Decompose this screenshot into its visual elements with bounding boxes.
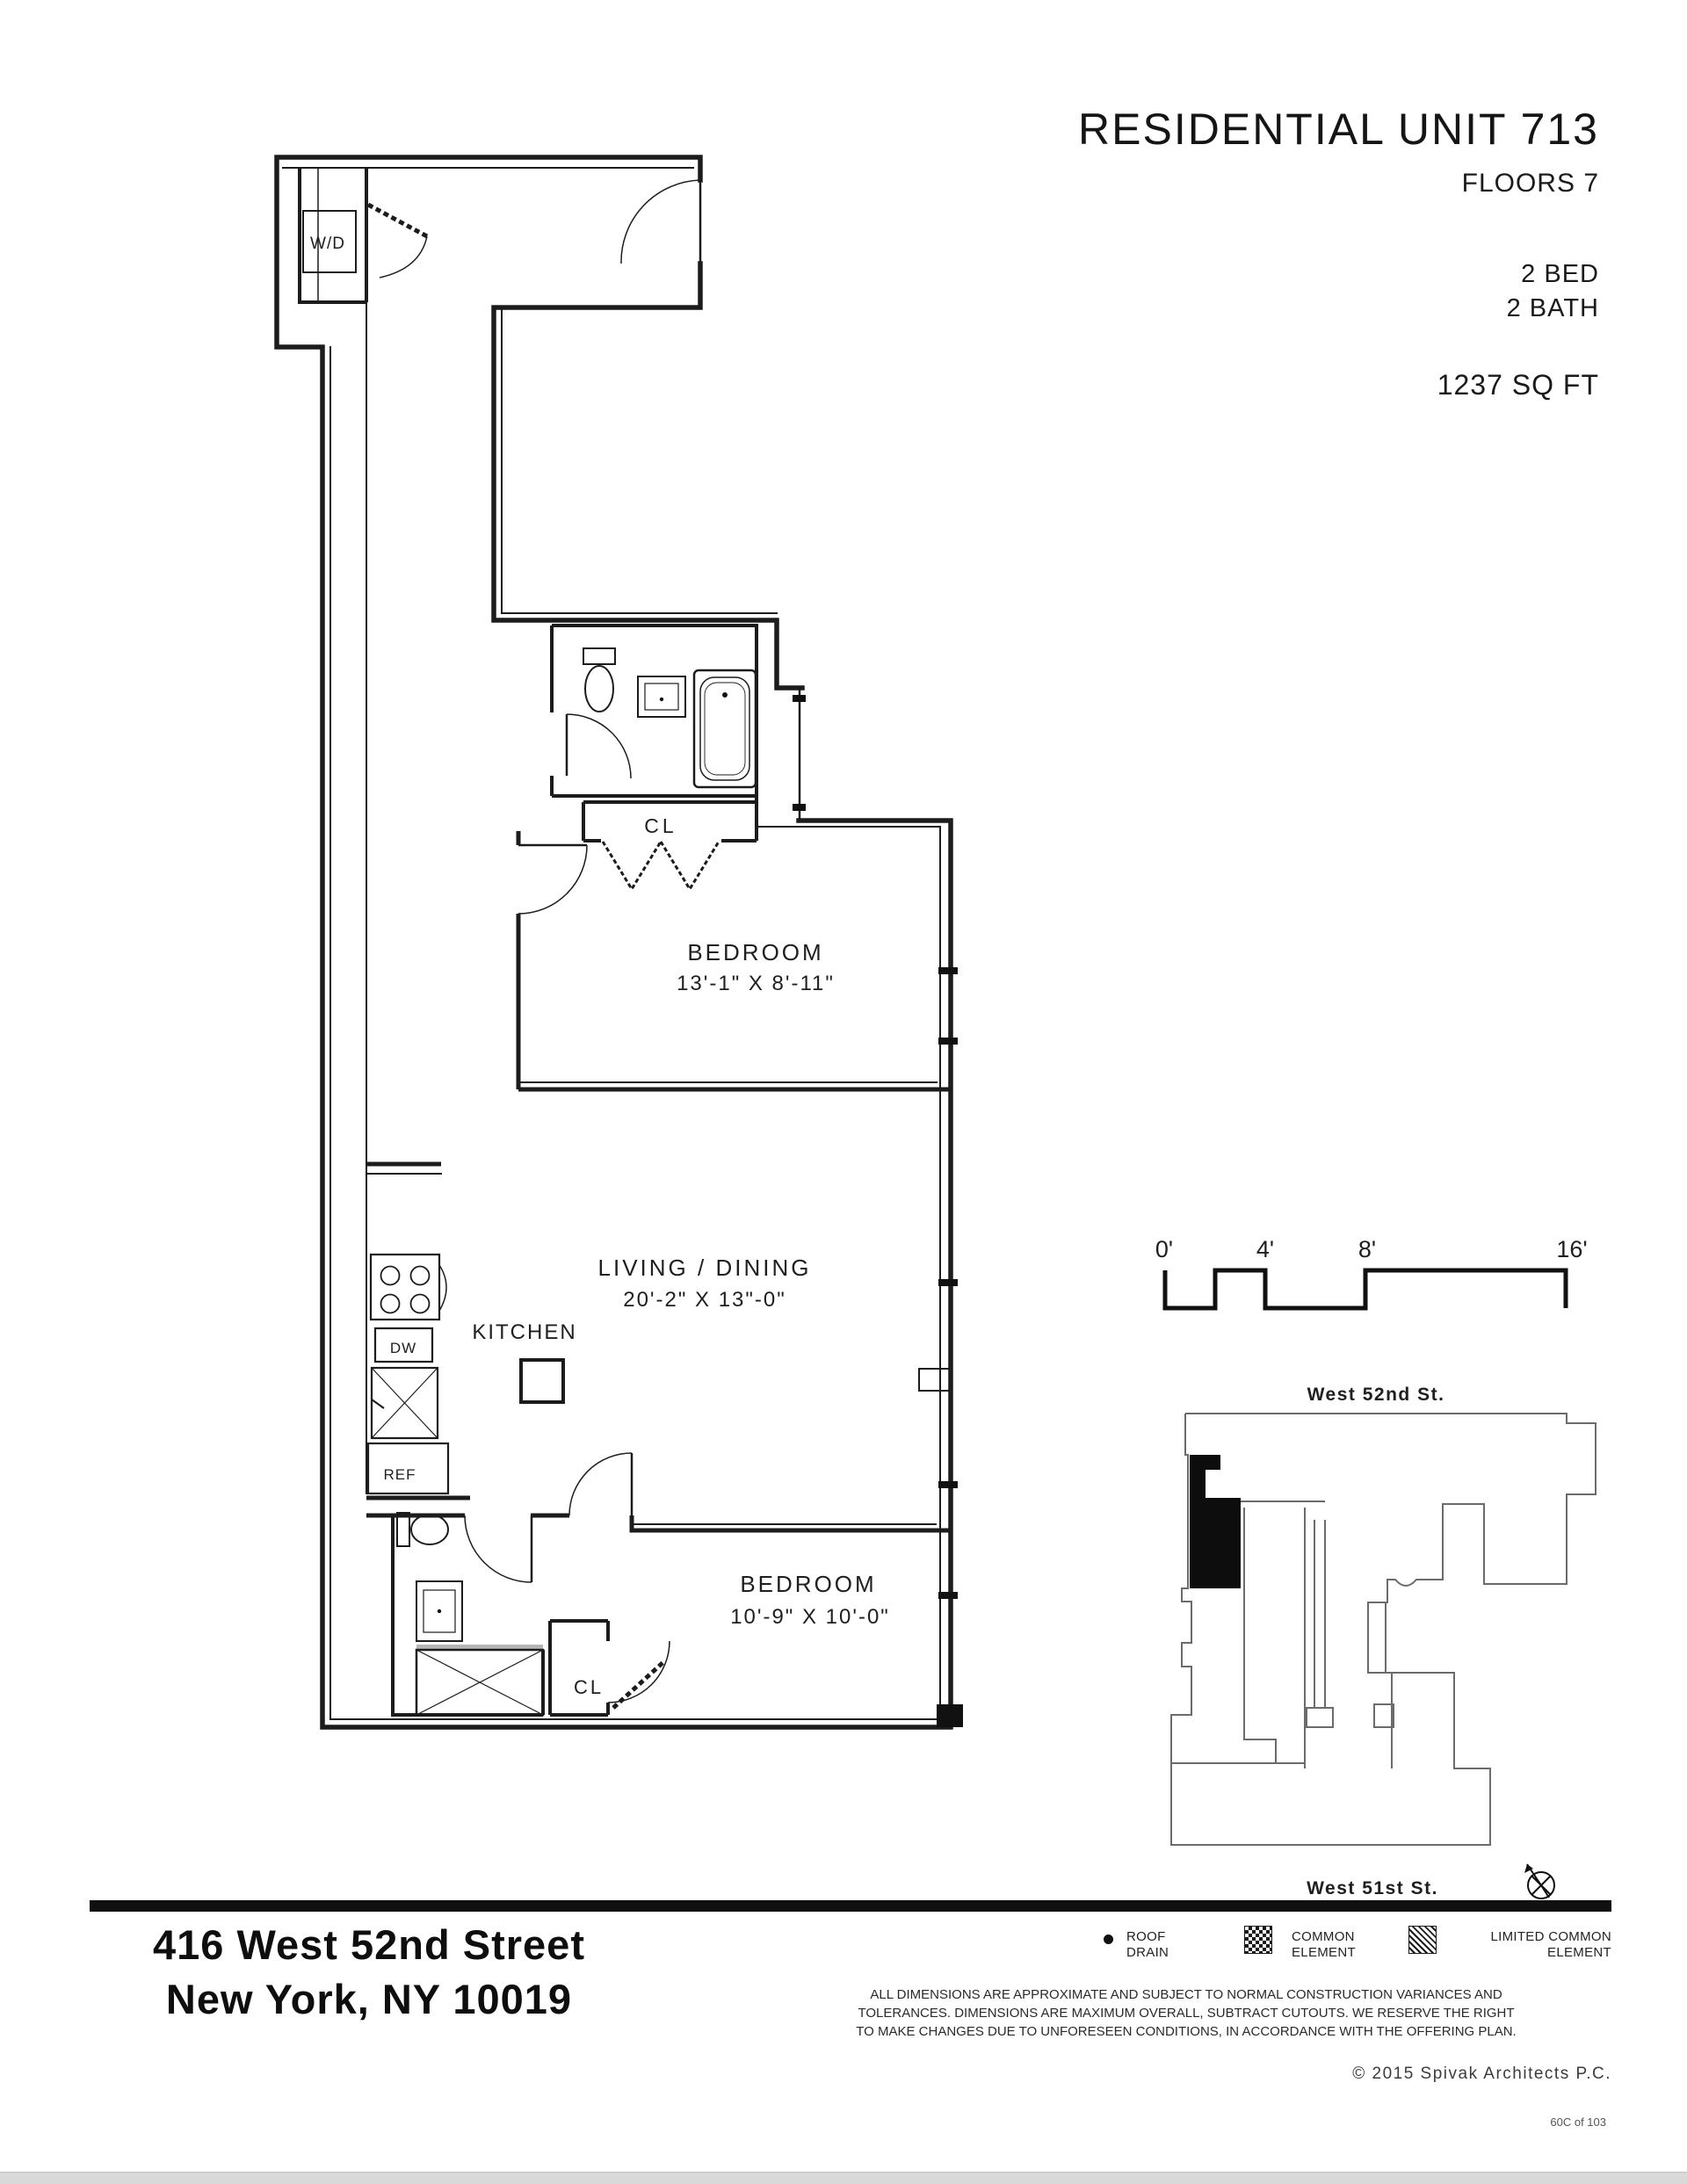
living-dims: 20'-2" X 13"-0"	[623, 1288, 786, 1312]
common-element-icon	[1244, 1926, 1272, 1954]
closet-lower-label: CL	[573, 1676, 605, 1698]
legend-label: COMMON	[1292, 1929, 1355, 1944]
area-label: 1237 SQ FT	[1437, 369, 1599, 401]
building-address	[77, 1920, 661, 2023]
ref-label: REF	[383, 1466, 416, 1483]
unit-walls	[277, 157, 951, 1727]
address-line2: New York, NY 10019	[165, 1976, 573, 2022]
scale-tick-0: 0'	[1155, 1236, 1174, 1262]
disclaimer-line: TOLERANCES. DIMENSIONS ARE MAXIMUM OVERALL, SUBTRACT CUTOUTS. WE RESERVE THE RIGHT	[858, 2006, 1515, 2021]
closet-upper-label: CL	[644, 814, 677, 837]
street-top-label: West 52nd St.	[1307, 1385, 1445, 1405]
bath-count: 2 BATH	[1506, 294, 1599, 322]
scale-tick-16: 16'	[1556, 1236, 1588, 1262]
bed-count: 2 BED	[1521, 260, 1599, 288]
bedroom2-window-tick	[938, 1481, 958, 1488]
title-block	[1078, 104, 1599, 401]
legend-label: LIMITED COMMON	[1490, 1929, 1611, 1944]
wd-label: W/D	[310, 235, 345, 253]
entry-door	[621, 180, 700, 264]
legend-limited-common	[1453, 1929, 1611, 1961]
scale-bar	[1155, 1236, 1588, 1308]
roof-drain-icon	[1104, 1935, 1113, 1944]
living-window-tick	[938, 1279, 958, 1286]
page-number: 60C of 103	[1550, 2115, 1606, 2129]
limited-common-element-icon	[1408, 1926, 1437, 1954]
disclaimer-text	[747, 1985, 1625, 2041]
wall-notch	[919, 1369, 951, 1391]
legend-common-element	[1292, 1929, 1356, 1961]
bedroom1-label: BEDROOM	[687, 939, 824, 965]
bedroom2-label: BEDROOM	[740, 1571, 877, 1597]
kitchen-label: KITCHEN	[472, 1320, 577, 1344]
disclaimer-line: ALL DIMENSIONS ARE APPROXIMATE AND SUBJECT TO NORMAL CONSTRUCTION VARIANCES AND	[870, 1987, 1502, 2002]
living-south-walls	[366, 1453, 951, 1582]
bedroom2-dims: 10'-9" X 10'-0"	[730, 1605, 890, 1629]
unit-location-marker	[1190, 1455, 1241, 1588]
legend-label: DRAIN	[1126, 1945, 1169, 1960]
scan-edge	[0, 2172, 1687, 2184]
scale-tick-4: 4'	[1256, 1236, 1275, 1262]
address-line1: 416 West 52nd Street	[153, 1921, 585, 1968]
scale-tick-8: 8'	[1358, 1236, 1377, 1262]
bedroom1-window-tick	[938, 1038, 958, 1045]
legend-roof-drain	[1126, 1929, 1169, 1961]
copyright-notice: © 2015 Spivak Architects P.C.	[1352, 2065, 1611, 2083]
key-plan	[1171, 1414, 1596, 1845]
legend-label: ELEMENT	[1292, 1945, 1356, 1960]
bathroom2	[393, 1513, 543, 1715]
corner-pier	[937, 1704, 963, 1727]
legend-label: ROOF	[1126, 1929, 1166, 1944]
footer-divider	[90, 1900, 1611, 1912]
north-arrow-icon	[1524, 1864, 1554, 1898]
closet-lower	[550, 1621, 670, 1715]
bedroom1-window-tick	[938, 967, 958, 974]
disclaimer-line: TO MAKE CHANGES DUE TO UNFORESEEN CONDITIONS, IN ACCORDANCE WITH THE OFFERING PLAN.	[856, 2024, 1517, 2039]
floors-label: FLOORS 7	[1461, 169, 1599, 198]
page-title: RESIDENTIAL UNIT 713	[1078, 105, 1599, 154]
dw-label: DW	[389, 1340, 417, 1356]
bedroom2-window-tick	[938, 1592, 958, 1599]
legend-label: ELEMENT	[1547, 1945, 1611, 1960]
living-label: LIVING / DINING	[597, 1255, 812, 1281]
street-bottom-label: West 51st St.	[1307, 1878, 1438, 1898]
bedroom1-dims: 13'-1" X 8'-11"	[677, 972, 835, 995]
